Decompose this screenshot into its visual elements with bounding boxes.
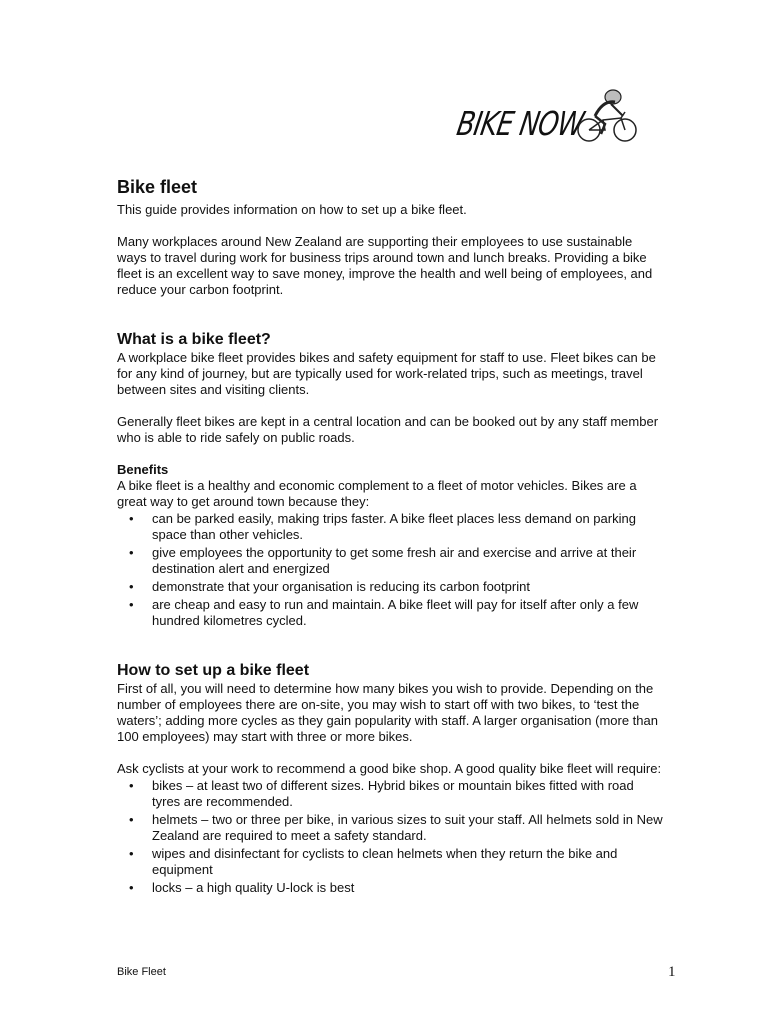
section-heading-what-is: What is a bike fleet?	[117, 331, 271, 348]
doc-title: Bike fleet	[117, 177, 198, 197]
benefits-list	[117, 511, 665, 629]
document-body	[117, 176, 665, 898]
bike-now-logo	[455, 86, 640, 156]
intro-paragraph-1: This guide provides information on how to set up a bike fleet.	[117, 202, 467, 217]
footer-title: Bike Fleet	[117, 966, 166, 978]
section2-paragraph-2: Ask cyclists at your work to recommend a good bike shop. A good quality bike fleet will require:	[117, 761, 662, 776]
list-item: • give employees the opportunity to get some fresh air and exercise and arrive at their destination alert and energized	[117, 545, 665, 577]
benefits-intro: A bike fleet is a healthy and economic complement to a fleet of motor vehicles. Bikes are a great way to get around town because they:	[117, 478, 637, 509]
logo-text: BIKE NOW	[454, 104, 587, 143]
section-heading-how-to: How to set up a bike fleet	[117, 662, 310, 679]
list-item: • bikes – at least two of different sizes. Hybrid bikes or mountain bikes fitted with road tyres are recommended.	[117, 778, 665, 810]
list-item: • helmets – two or three per bike, in various sizes to suit your staff. All helmets sold in New Zealand are required to meet a safety standard.	[117, 812, 665, 844]
list-item: • are cheap and easy to run and maintain. A bike fleet will pay for itself after only a few hundred kilometres cycled.	[117, 597, 665, 629]
list-item: • wipes and disinfectant for cyclists to clean helmets when they return the bike and equipment	[117, 846, 665, 878]
list-item: • locks – a high quality U-lock is best	[117, 880, 665, 896]
list-item: • can be parked easily, making trips faster. A bike fleet places less demand on parking space than other vehicles.	[117, 511, 665, 543]
benefits-heading: Benefits	[117, 462, 169, 477]
list-item: • demonstrate that your organisation is reducing its carbon footprint	[117, 579, 665, 595]
page-number: 1	[668, 964, 676, 980]
section1-paragraph-2: Generally fleet bikes are kept in a central location and can be booked out by any staff member who is able to ride safely on public roads.	[117, 414, 659, 445]
section1-paragraph-1: A workplace bike fleet provides bikes and safety equipment for staff to use. Fleet bikes can be for any kind of journey, but are typically used for work-related trips, such as meetings, travel between sites and visiting clients.	[117, 350, 656, 397]
intro-paragraph-2: Many workplaces around New Zealand are supporting their employees to use sustainable ways to travel during work for business trips around town and lunch breaks. Providing a bike fleet is an excellent way to save money, improve the health and well being of employees, and reduce your carbon footprint.	[117, 234, 653, 297]
cyclist-icon	[575, 86, 637, 148]
requirements-list	[117, 778, 665, 896]
section2-paragraph-1: First of all, you will need to determine how many bikes you wish to provide. Depending on the number of employees there are on-site, you may wish to start off with two bikes, to ‘test the waters’; adding more cycles as they gain popularity with staff. A larger organisation (more than 100 employees) may start with three or more bikes.	[117, 681, 658, 744]
